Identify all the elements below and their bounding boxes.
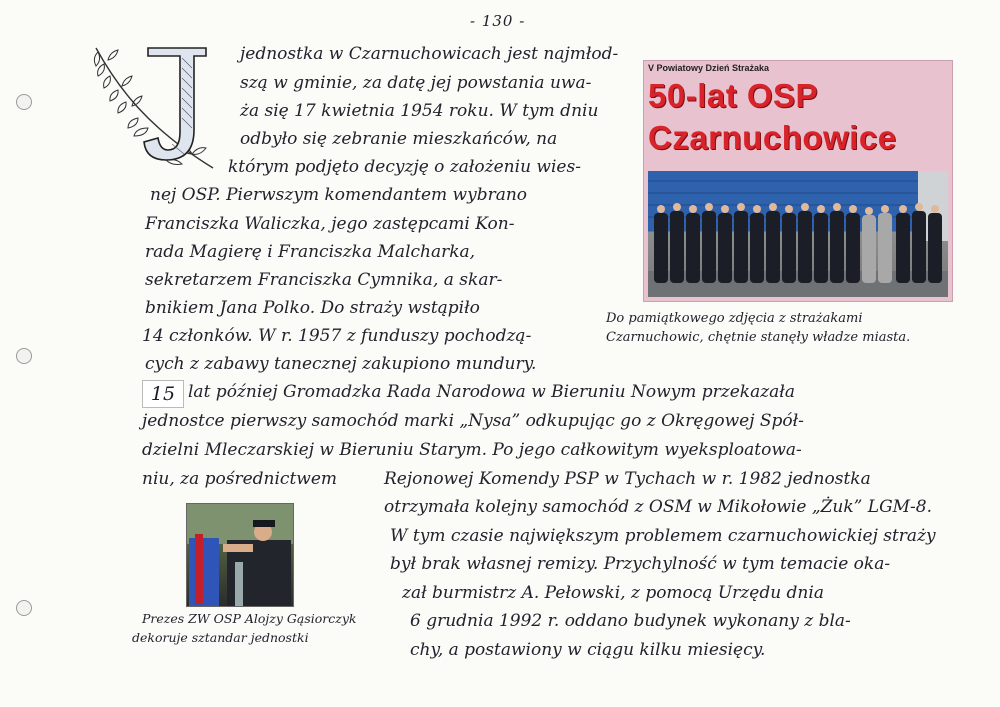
text-line: jednostka w Czarnuchowicach jest najmłod- <box>240 44 619 64</box>
text-line: dzielni Mleczarskiej w Bieruniu Starym. Po jego całkowitym wyeksploatowa- <box>142 440 802 460</box>
text-line: jednostce pierwszy samochód marki „Nysa” odkupując go z Okręgowej Spół- <box>142 411 804 431</box>
page-number: - 130 - <box>470 12 526 30</box>
binder-hole <box>16 600 32 616</box>
group-photo-firefighters <box>648 171 948 297</box>
flag-decoration-photo <box>186 503 294 607</box>
binder-hole <box>16 348 32 364</box>
text-line: chy, a postawiony w ciągu kilku miesięcy. <box>410 640 766 660</box>
text-line: rada Magierę i Franciszka Malcharka, <box>145 242 476 262</box>
photo-caption-line1: Prezes ZW OSP Alojzy Gąsiorczyk <box>142 611 357 626</box>
text-line: bnikiem Jana Polko. Do straży wstąpiło <box>145 298 480 318</box>
clipping-title-line2: Czarnuchowice <box>648 119 897 156</box>
text-line: odbyło się zebranie mieszkańców, na <box>240 129 558 149</box>
clipping-header: V Powiatowy Dzień Strażaka <box>648 63 770 73</box>
text-line: szą w gminie, za datę jej powstania uwa- <box>240 73 592 93</box>
paragraph-number: 15 <box>142 380 184 408</box>
text-line: Rejonowej Komendy PSP w Tychach w r. 1982 jednostka <box>384 469 871 489</box>
newspaper-clipping <box>643 60 953 302</box>
text-line: nej OSP. Pierwszym komendantem wybrano <box>150 185 528 205</box>
clipping-title-line1: 50-lat OSP <box>648 77 819 114</box>
text-line: ża się 17 kwietnia 1954 roku. W tym dniu <box>240 101 599 121</box>
drop-cap-j-illustration <box>88 38 218 176</box>
text-line: otrzymała kolejny samochód z OSM w Mikołowie „Żuk” LGM-8. <box>384 497 933 517</box>
text-line: sekretarzem Franciszka Cymnika, a skar- <box>145 270 503 290</box>
text-line: 6 grudnia 1992 r. oddano budynek wykonany z bla- <box>410 611 851 631</box>
text-line: zał burmistrz A. Pełowski, z pomocą Urzędu dnia <box>402 583 824 603</box>
text-line: cych z zabawy tanecznej zakupiono mundury. <box>145 354 537 374</box>
photo-caption-line2: dekoruje sztandar jednostki <box>132 630 309 645</box>
text-line: 14 członków. W r. 1957 z funduszy pochodzą- <box>142 326 532 346</box>
text-line: Franciszka Waliczka, jego zastępcami Kon- <box>145 214 515 234</box>
text-line: którym podjęto decyzję o założeniu wies- <box>228 157 581 177</box>
binder-hole <box>16 94 32 110</box>
clipping-caption-line2: Czarnuchowic, chętnie stanęły władze miasta. <box>606 330 911 345</box>
clipping-caption-line1: Do pamiątkowego zdjęcia z strażakami <box>606 311 863 326</box>
text-line: był brak własnej remizy. Przychylność w tym temacie oka- <box>390 554 891 574</box>
text-line: W tym czasie największym problemem czarnuchowickiej straży <box>390 526 936 546</box>
text-line: niu, za pośrednictwem <box>142 469 338 489</box>
text-line: lat później Gromadzka Rada Narodowa w Bieruniu Nowym przekazała <box>188 382 795 402</box>
